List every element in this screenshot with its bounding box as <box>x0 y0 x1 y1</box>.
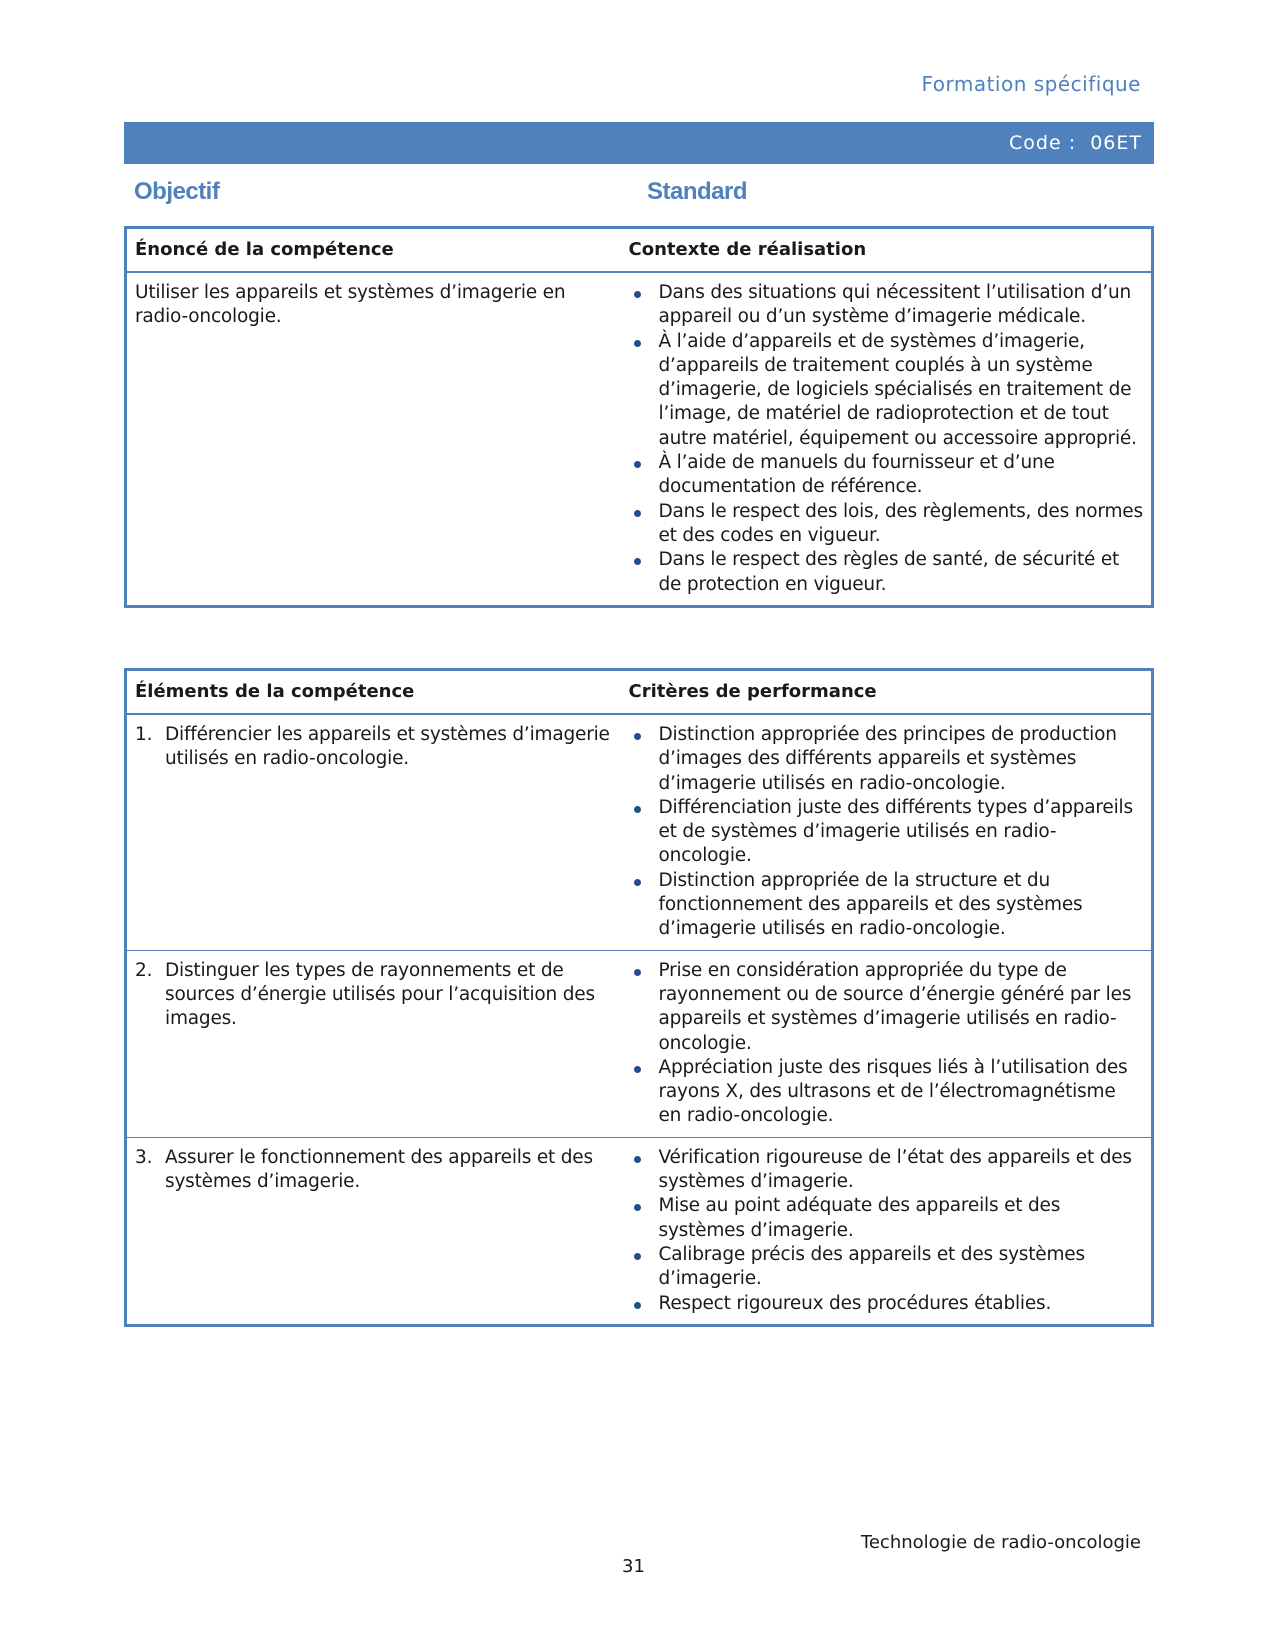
list-item: À l’aide de manuels du fournisseur et d’une documentation de référence. <box>629 451 1144 500</box>
list-item: Différenciation juste des différents types d’appareils et de systèmes d’imagerie utilisés en radio-oncologie. <box>629 796 1144 869</box>
context-list-cell <box>621 272 1153 606</box>
competency-statement: Utiliser les appareils et systèmes d’imagerie en radio-oncologie. <box>126 272 621 606</box>
footer-program-title: Technologie de radio-oncologie <box>860 1532 1141 1553</box>
criteria-list <box>629 723 1144 942</box>
objective-heading: Objectif <box>134 178 220 205</box>
criteria-cell <box>621 1137 1153 1325</box>
table-row <box>126 714 1153 950</box>
list-item: Prise en considération appropriée du type de rayonnement ou de source d’énergie généré par les appareils et systèmes d’imagerie utilisés en radio-oncologie. <box>629 959 1144 1056</box>
list-item: Distinction appropriée des principes de production d’images des différents appareils et systèmes d’imagerie utilisés en radio-oncologie. <box>629 723 1144 796</box>
code-label: Code : <box>1009 132 1077 154</box>
element-number: 3. <box>135 1146 153 1168</box>
element-cell <box>126 714 621 950</box>
standard-heading: Standard <box>647 178 748 205</box>
statement-column-header: Énoncé de la compétence <box>135 239 394 260</box>
element-text: Distinguer les types de rayonnements et de sources d’énergie utilisés pour l’acquisition des images. <box>165 959 595 1030</box>
criteria-list <box>629 959 1144 1129</box>
table-row <box>126 1137 1153 1325</box>
list-item: Appréciation juste des risques liés à l’utilisation des rayons X, des ultrasons et de l’électromagnétisme en radio-oncologie. <box>629 1056 1144 1129</box>
element-text: Assurer le fonctionnement des appareils et des systèmes d’imagerie. <box>165 1146 593 1193</box>
code-value: 06ET <box>1090 132 1142 154</box>
list-item: Distinction appropriée de la structure et du fonctionnement des appareils et des systèmes d’imagerie utilisés en radio-oncologie. <box>629 869 1144 942</box>
element-cell <box>126 950 621 1137</box>
competency-context-table <box>124 226 1154 608</box>
list-item: Respect rigoureux des procédures établies. <box>629 1292 1144 1316</box>
list-item: Dans le respect des règles de santé, de sécurité et de protection en vigueur. <box>629 548 1144 597</box>
list-item: Calibrage précis des appareils et des systèmes d’imagerie. <box>629 1243 1144 1292</box>
list-item: Dans le respect des lois, des règlements, des normes et des codes en vigueur. <box>629 500 1144 549</box>
competency-code <box>1009 132 1142 154</box>
criteria-column-header: Critères de performance <box>628 681 877 702</box>
element-cell <box>126 1137 621 1325</box>
criteria-cell <box>621 950 1153 1137</box>
context-list <box>629 281 1144 597</box>
table-row <box>126 950 1153 1137</box>
code-banner <box>124 122 1154 164</box>
element-number: 1. <box>135 724 153 745</box>
list-item: Dans des situations qui nécessitent l’utilisation d’un appareil ou d’un système d’imagerie médicale. <box>629 281 1144 330</box>
elements-column-header: Éléments de la compétence <box>135 681 415 702</box>
document-section-title: Formation spécifique <box>921 72 1141 96</box>
element-number: 2. <box>135 959 153 981</box>
list-item: À l’aide d’appareils et de systèmes d’imagerie, d’appareils de traitement couplés à un système d’imagerie, de logiciels spécialisés en traitement de l’image, de matériel de radioprotection et de tout autre matériel, équipement ou accessoire approprié. <box>629 330 1144 451</box>
criteria-cell <box>621 714 1153 950</box>
elements-criteria-table <box>124 668 1154 1327</box>
criteria-list <box>629 1146 1144 1316</box>
context-column-header: Contexte de réalisation <box>628 239 867 260</box>
page-number: 31 <box>622 1556 645 1577</box>
list-item: Vérification rigoureuse de l’état des appareils et des systèmes d’imagerie. <box>629 1146 1144 1195</box>
list-item: Mise au point adéquate des appareils et des systèmes d’imagerie. <box>629 1194 1144 1243</box>
element-text: Différencier les appareils et systèmes d’imagerie utilisés en radio-oncologie. <box>165 724 610 770</box>
table-row <box>126 272 1153 606</box>
